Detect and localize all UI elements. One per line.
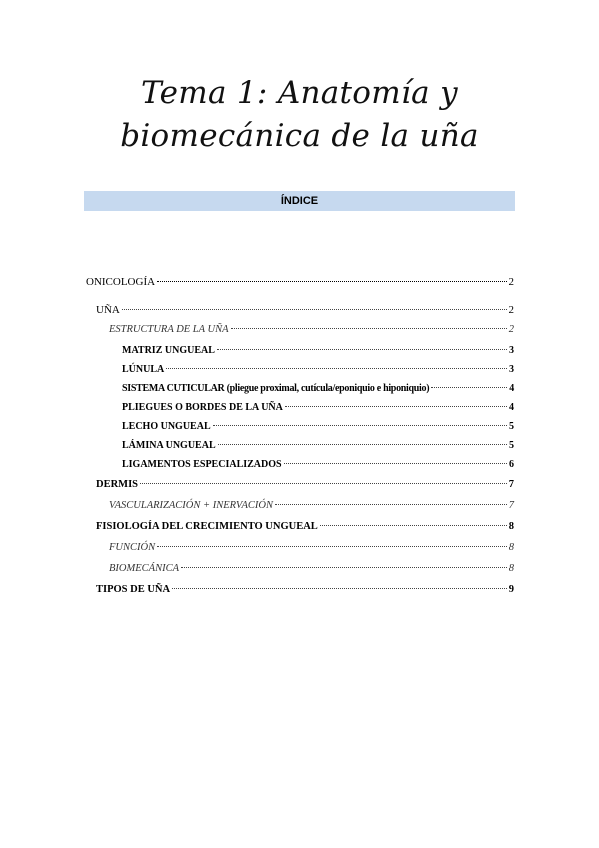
toc-entry-onicologia[interactable] [86, 276, 514, 288]
toc-page: 9 [508, 584, 514, 595]
toc-leader [213, 425, 507, 426]
document-title [0, 72, 599, 158]
toc-entry-dermis[interactable] [96, 479, 514, 490]
toc-leader [218, 444, 507, 445]
toc-label: ONICOLOGÍA [86, 276, 156, 288]
toc-page: 2 [508, 304, 514, 316]
toc-page: 8 [508, 542, 514, 553]
toc-entry-lecho[interactable] [122, 421, 514, 432]
toc-leader [157, 546, 507, 547]
toc-leader [284, 463, 507, 464]
toc-label: LECHO UNGUEAL [122, 421, 211, 432]
toc-entry-biomecanica[interactable] [109, 563, 514, 574]
toc-leader [285, 406, 507, 407]
toc-label: FUNCIÓN [109, 542, 156, 553]
toc-label: SISTEMA CUTICULAR (pliegue proximal, cutícula/eponiquio e hiponiquio) [122, 383, 430, 394]
title-line-2: biomecánica de la uña [120, 118, 479, 154]
toc-page: 5 [509, 440, 514, 451]
toc-leader [431, 387, 507, 388]
toc-leader [140, 483, 507, 484]
toc-label: VASCULARIZACIÓN + INERVACIÓN [109, 500, 273, 511]
toc-page: 2 [508, 324, 514, 335]
toc-label: BIOMECÁNICA [109, 563, 179, 574]
toc-page: 6 [509, 459, 514, 470]
title-line-1: Tema 1: Anatomía y [141, 75, 458, 111]
toc-label: MATRIZ UNGUEAL [122, 345, 215, 356]
toc-leader [217, 349, 507, 350]
toc-entry-funcion[interactable] [109, 542, 514, 553]
toc-page: 3 [509, 364, 514, 375]
toc-label: TIPOS DE UÑA [96, 584, 171, 595]
toc-leader [122, 309, 507, 310]
toc-leader [157, 281, 506, 282]
toc-entry-estructura[interactable] [109, 324, 514, 335]
index-heading: ÍNDICE [84, 191, 515, 211]
toc-page: 3 [509, 345, 514, 356]
toc-entry-pliegues[interactable] [122, 402, 514, 413]
toc-leader [172, 588, 507, 589]
toc-label: FISIOLOGÍA DEL CRECIMIENTO UNGUEAL [96, 521, 318, 532]
toc-leader [166, 368, 507, 369]
toc-label: LIGAMENTOS ESPECIALIZADOS [122, 459, 282, 470]
toc-page: 8 [508, 521, 514, 532]
toc-entry-ligamentos[interactable] [122, 459, 514, 470]
toc-entry-sistema-cuticular[interactable] [122, 383, 514, 394]
toc-label: DERMIS [96, 479, 139, 490]
toc-page: 8 [508, 563, 514, 574]
toc-label: ESTRUCTURA DE LA UÑA [109, 324, 229, 335]
toc-leader [275, 504, 507, 505]
toc-entry-fisiologia[interactable] [96, 521, 514, 532]
toc-entry-vascularizacion[interactable] [109, 500, 514, 511]
toc-page: 7 [508, 479, 514, 490]
toc-page: 2 [508, 276, 514, 288]
toc-leader [231, 328, 507, 329]
toc-entry-lamina[interactable] [122, 440, 514, 451]
toc-label: UÑA [96, 304, 120, 316]
toc-entry-matriz[interactable] [122, 345, 514, 356]
toc-entry-tipos[interactable] [96, 584, 514, 595]
toc-page: 7 [508, 500, 514, 511]
toc-entry-una[interactable] [96, 304, 514, 316]
toc-label: LÁMINA UNGUEAL [122, 440, 216, 451]
toc-leader [320, 525, 507, 526]
toc-page: 4 [509, 402, 514, 413]
toc-page: 5 [509, 421, 514, 432]
toc-label: LÚNULA [122, 364, 165, 375]
toc-entry-lunula[interactable] [122, 364, 514, 375]
toc-leader [181, 567, 507, 568]
toc-label: PLIEGUES O BORDES DE LA UÑA [122, 402, 283, 413]
toc-page: 4 [509, 383, 514, 394]
